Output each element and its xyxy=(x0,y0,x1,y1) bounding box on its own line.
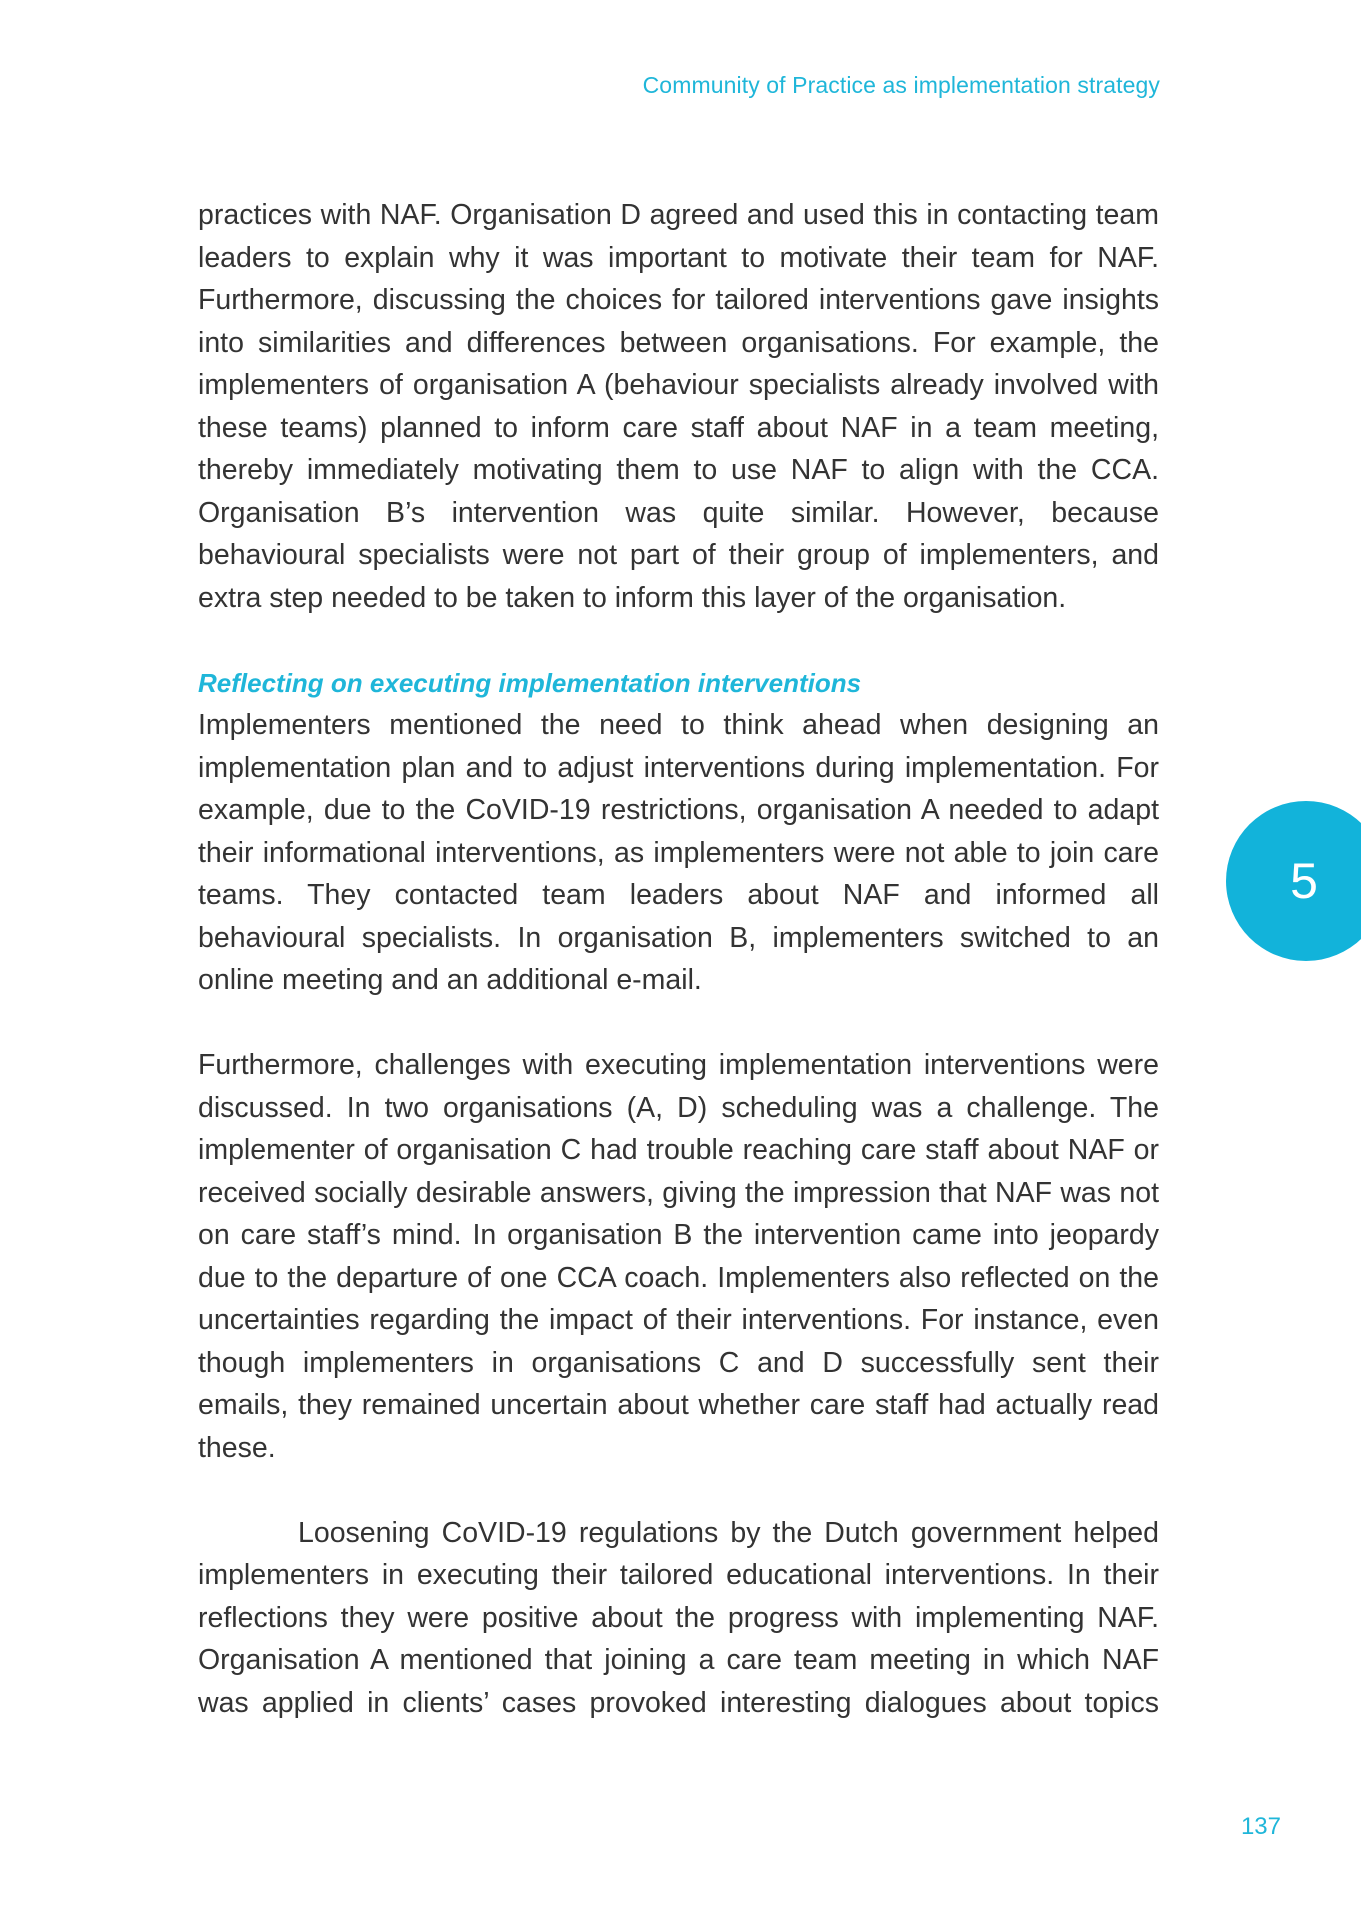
chapter-number: 5 xyxy=(1290,853,1318,909)
paragraph: Furthermore, challenges with executing implementation interventions were discussed. In two organisations (A, D) scheduling was a challenge. The implementer of organisation C had trouble reaching care staff about NAF or received socially desirable answers, giving the impression that NAF was not on care staff’s mind. In organisation B the intervention came into jeopardy due to the departure of one CCA coach. Implementers also reflected on the uncertainties regarding the impact of their interventions. For instance, even though implementers in organisations C and D successfully sent their emails, they remained uncertain about whether care staff had actually read these. xyxy=(198,1049,1159,1464)
paragraph: Implementers mentioned the need to think ahead when designing an implementation plan and to adjust interventions during implementation. For example, due to the CoVID-19 restrictions, organisation A needed to adapt their informational interventions, as implementers were not able to join care teams. They contacted team leaders about NAF and informed all behavioural specialists. In organisation B, implementers switched to an online meeting and an additional e-mail. xyxy=(198,709,1159,996)
running-header: Community of Practice as implementation strategy xyxy=(642,72,1160,98)
section-subheading: Reflecting on executing implementation interventions xyxy=(198,667,862,698)
page-number: 137 xyxy=(1240,1813,1281,1840)
paragraph: practices with NAF. Organisation D agreed and used this in contacting team leaders to explain why it was important to motivate their team for NAF. Furthermore, discussing the choices for tailored interventions gave insights into similarities and differences between organisations. For example, the implementers of organisation A (behaviour specialists already involved with these teams) planned to inform care staff about NAF in a team meeting, thereby immediately motivating them to use NAF to align with the CCA. Organisation B’s intervention was quite similar. However, because behavioural specialists were not part of their group of implementers, and extra step needed to be taken to inform this layer of the organisation. xyxy=(198,199,1159,614)
paragraph: Loosening CoVID-19 regulations by the Dutch government helped implementers in executing their tailored educational interventions. In their reflections they were positive about the progress with implementing NAF. Organisation A mentioned that joining a care team meeting in which NAF was applied in clients’ cases provoked interesting dialogues about topics xyxy=(198,1516,1159,1719)
body-text xyxy=(198,194,1159,1724)
